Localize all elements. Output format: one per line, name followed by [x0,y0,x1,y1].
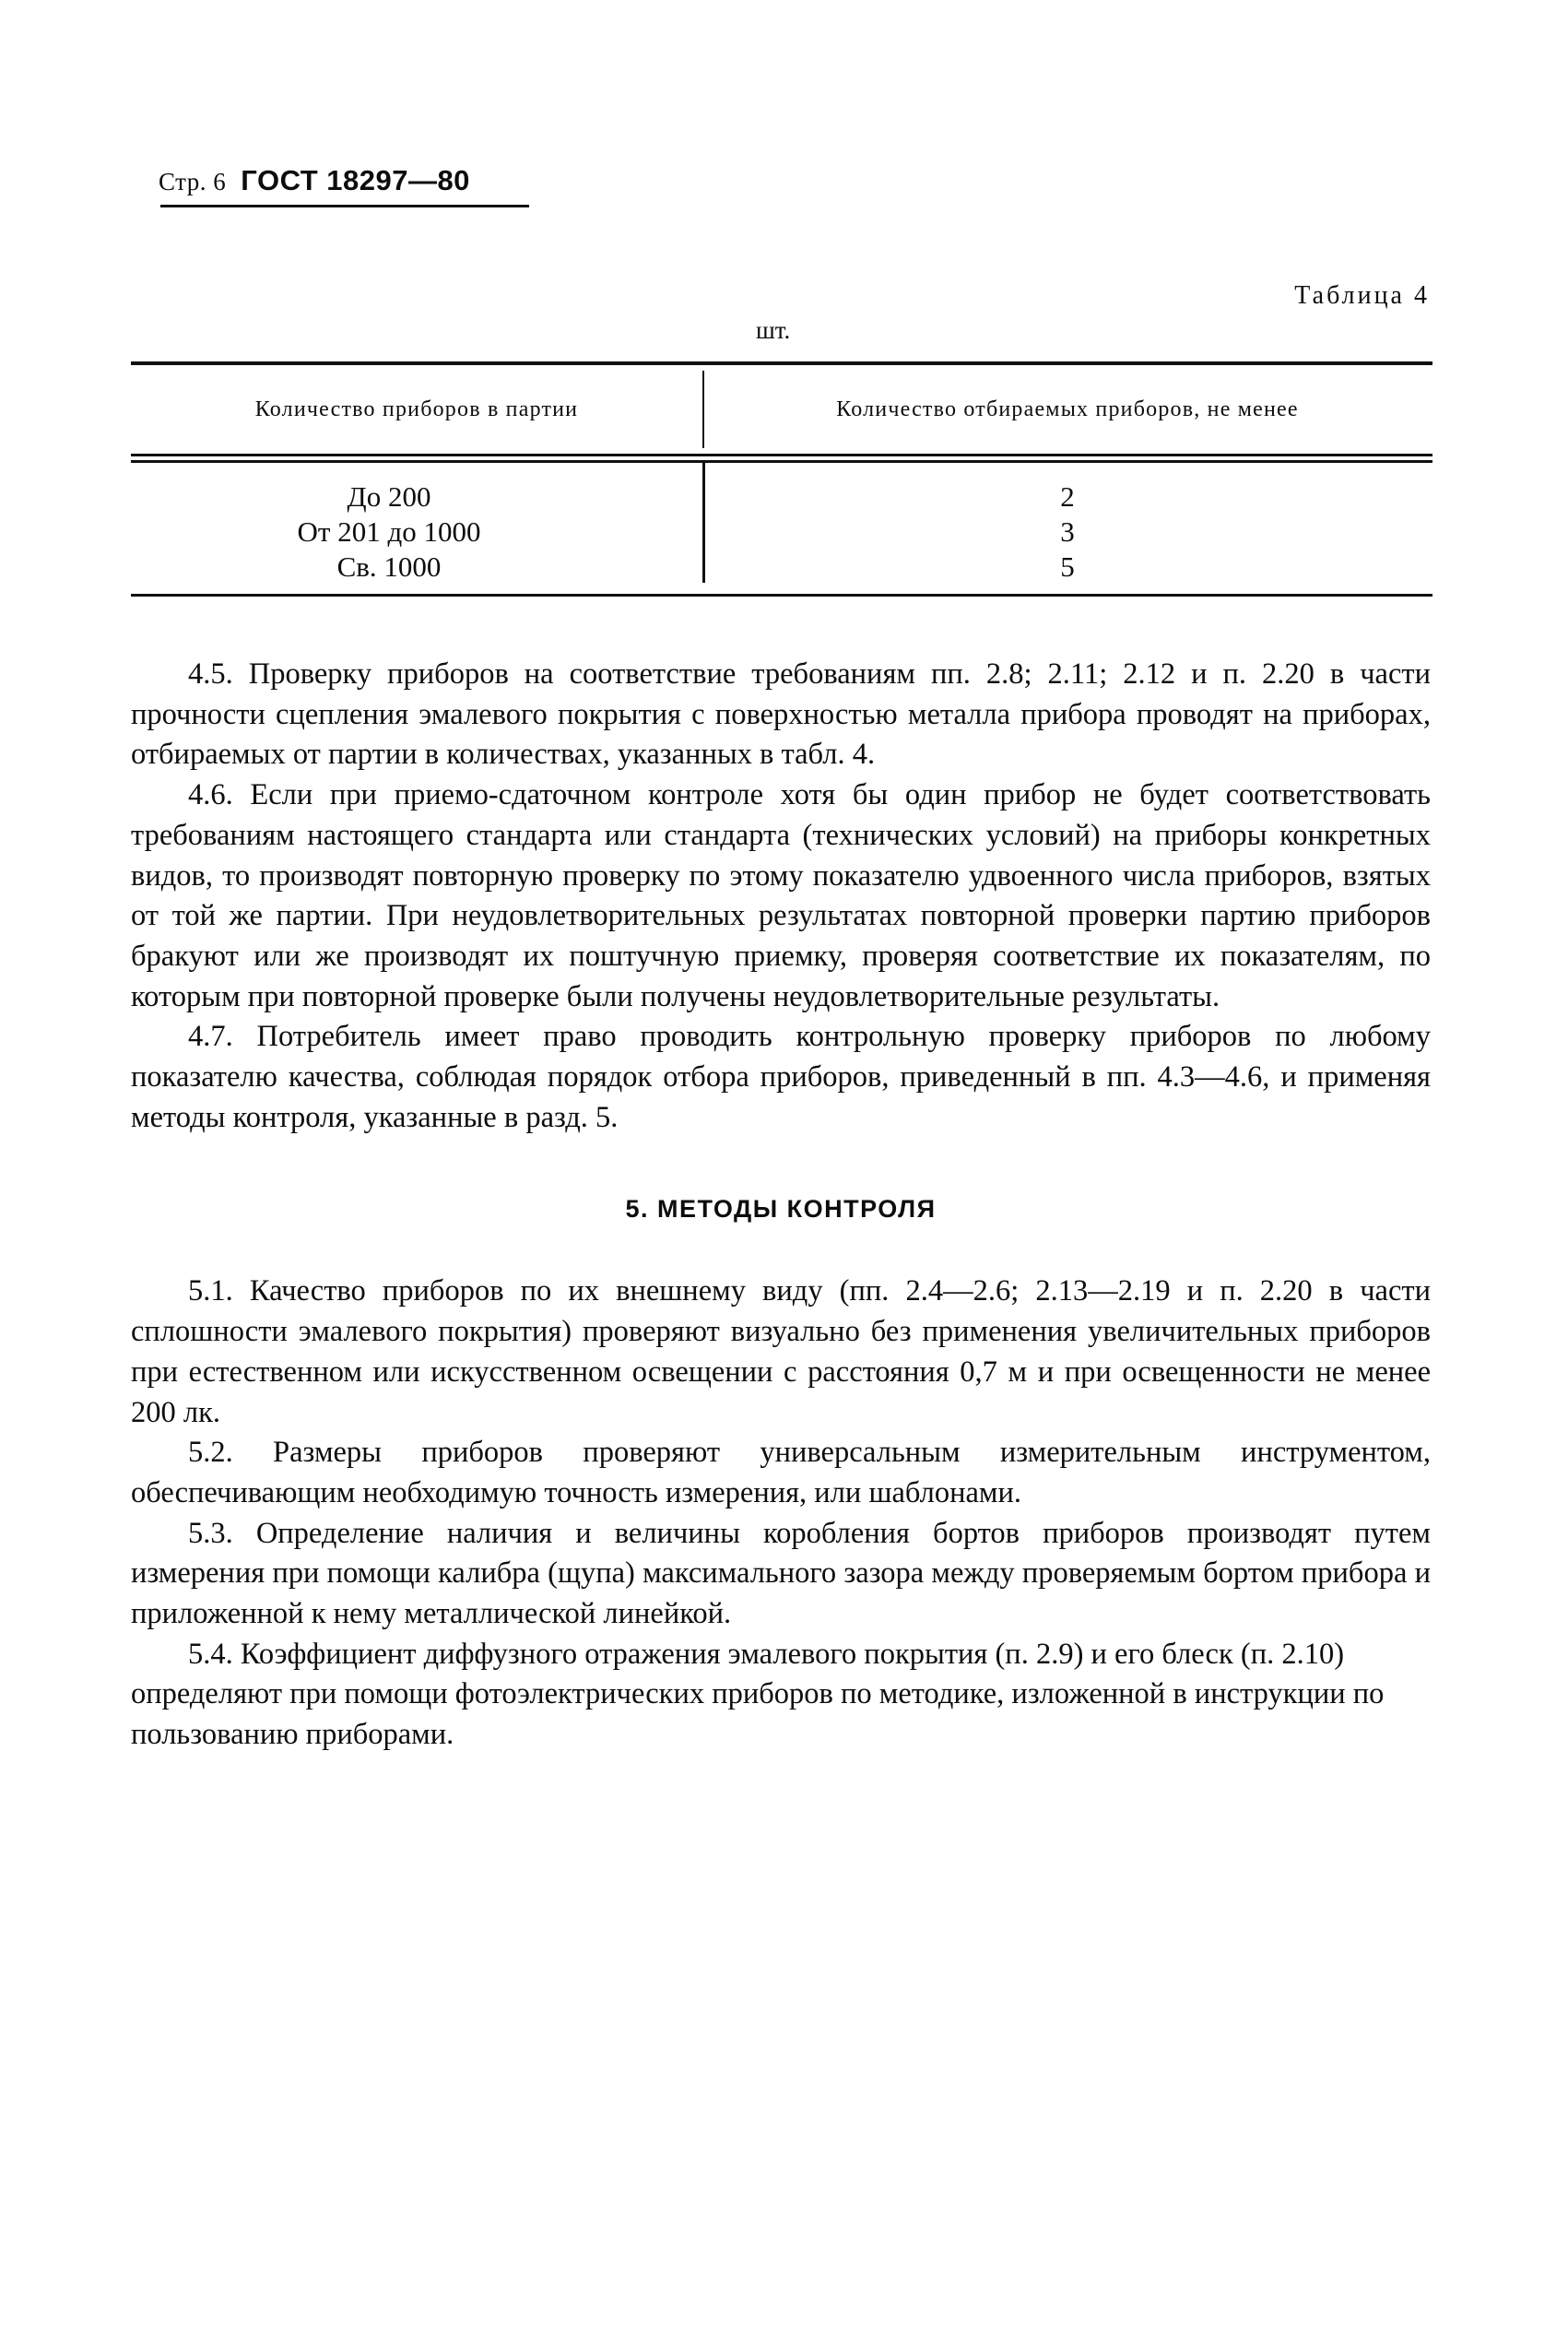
table-cell-sample-size: 2 [1060,480,1075,513]
paragraph-4-7: 4.7. Потребитель имеет право проводить контрольную проверку приборов по любому показателю качества, соблюдая порядок отбора приборов, приведенный в пп. 4.3—4.6, и применяя методы контроля, указанные в разд. 5. [131,1020,1431,1134]
paragraph-5-3: 5.3. Определение наличия и величины коробления бортов приборов производят путем измерения при помощи калибра (щупа) максимального зазора между проверяемым бортом прибора и приложенной к нему металлической линейкой. [131,1516,1431,1631]
table-body [131,463,1432,590]
table-cell-lot-size: От 201 до 1000 [297,515,481,548]
table-header-divider [702,371,704,448]
header-underline [160,205,529,207]
section-title-5: 5. МЕТОДЫ КОНТРОЛЯ [625,1195,937,1224]
paragraph-4-5: 4.5. Проверку приборов на соответствие требованиям пп. 2.8; 2.11; 2.12 и п. 2.20 в части прочности сцепления эмалевого покрытия с поверхностью металла прибора проводят на приборах, отбираемых от партии в количествах, указанных в табл. 4. [131,657,1431,772]
section-heading-wrap [131,1195,1431,1224]
table-cell-lot-size: Св. 1000 [336,550,442,583]
page-number-label: Стр. 6 [159,168,227,195]
table-cell-sample-size: 5 [1060,550,1075,583]
table-units-label: шт. [756,316,791,344]
table-caption: Таблица 4 [1294,281,1430,310]
table-cell-lot-size: До 200 [347,480,431,513]
table-bottom-rule [131,594,1432,597]
paragraph-4-6: 4.6. Если при приемо-сдаточном контроле хотя бы один прибор не будет соответствовать требованиям настоящего стандарта или стандарта (технических условий) на приборы конкретных видов, то производят повторную проверку по этому показателю удвоенного числа приборов, взятых от той же партии. При неудовлетворительных результатах повторной проверки партию приборов бракуют или же производят их поштучную приемку, проверяя соответствие их показателям, по которым при повторной проверке были получены неудовлетворительные результаты. [131,778,1431,1013]
sampling-table [131,361,1432,597]
paragraph-5-1: 5.1. Качество приборов по их внешнему виду (пп. 2.4—2.6; 2.13—2.19 и п. 2.20 в части сплошности эмалевого покрытия) проверяют визуально без применения увеличительных приборов при естественном или искусственном освещении с расстояния 0,7 м и при освещенности не менее 200 лк. [131,1274,1431,1429]
paragraph-5-4: 5.4. Коэффициент диффузного отражения эмалевого покрытия (п. 2.9) и его блеск (п. 2.10) определяют при помощи фотоэлектрических приборов по методике, изложенной в инструкции по пользованию приборами. [131,1637,1385,1752]
table-cell-sample-size: 3 [1060,515,1075,548]
table-row [131,550,1432,585]
table-header-cell-lot-size: Количество приборов в партии [254,396,579,421]
document-body [131,655,1431,1756]
table-row [131,479,1432,515]
page-header [159,164,470,197]
table-row [131,515,1432,550]
table-double-rule [131,454,1432,463]
paragraph-5-2: 5.2. Размеры приборов проверяют универсальным измерительным инструментом, обеспечивающим необходимую точность измерения, или шаблонами. [131,1436,1431,1509]
table-header-cell-sample-size: Количество отбираемых приборов, не менее [836,396,1299,421]
standard-number: ГОСТ 18297—80 [241,164,470,196]
table-header-row [131,365,1432,454]
table-body-divider [702,463,705,583]
